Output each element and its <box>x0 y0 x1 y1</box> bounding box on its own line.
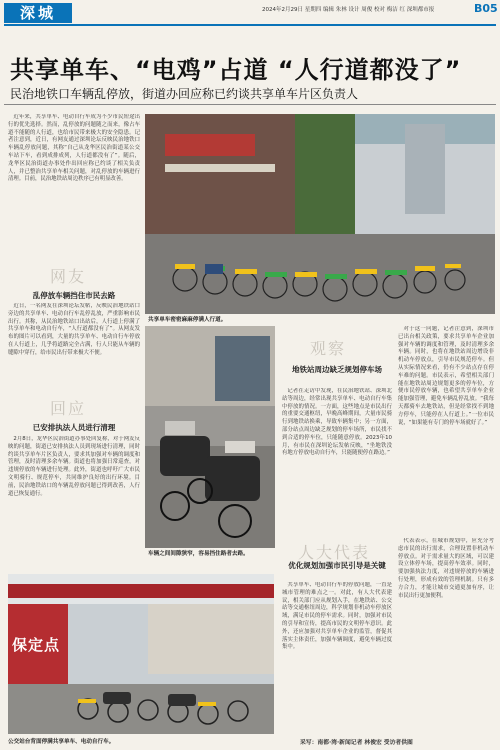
masthead <box>0 0 500 24</box>
photo-scooters <box>145 326 275 548</box>
caption-top-photo: 共享单车密密麻麻停满人行道。 <box>148 317 227 323</box>
sign-text: 保定点 <box>12 636 61 654</box>
observe-col2-text: 对于这一问题，记者注意到，深圳市已出台相关政策，要求共享单车企业加强对车辆的调度和管理，及时清理多余车辆。同时，也将在地铁站周边增设非机动车停放点，引导市民规范停车。但从实际情况来看，仍有不少站点存在停车难的问题。市民表示，希望相关部门能在地铁站周边规划更多的停车位，方便市民停放车辆，也希望共享单车企业能加强管理，避免车辆乱停乱放。“我每天都骑车去地铁站，但是经常找不到地方停车，只能停在人行道上。”一位市民说，“如果能有专门的停车场就好了。” <box>398 326 494 426</box>
observe-tag: 观察 <box>310 339 347 358</box>
subheadline: 民治地铁口车辆乱停放，街道办回应称已约谈共享单车片区负责人 <box>10 87 359 101</box>
headline: 共享单车、“电鸡”占道 “人行道都没了” <box>10 56 462 84</box>
rep-title: 优化规划加强市民引导是关键 <box>288 561 386 570</box>
lead-text: 近年来，共享单车、电动自行车成为不少市民短途出行的优先选择。然而，乱停放的问题随之而来，像占车道不能随的人行道，也给市民带来极大的安全隐患。记者注意到，近日，有网友通过深圳论坛反映民治地铁口车辆乱停放问题，其称“自己从龙华区民治街道某公交车站下车，看到成排成列，人行道都没有了”。随后，龙华区民治街道办事处作出回应称已约谈了相关负责人，并已整治共享单车相关问题，对乱停放的车辆进行清理。目前，民治地铁站周边秩序已有明显改善。 <box>8 114 140 183</box>
reply-body <box>8 436 140 560</box>
netizen-body <box>8 303 140 383</box>
caption-middle-photo: 车辆之间间隙狭窄，容易挡住路者去路。 <box>148 551 249 557</box>
rep-col2 <box>398 538 494 736</box>
lead-paragraph <box>8 114 140 262</box>
masthead-rule <box>4 24 496 26</box>
observe-text: 记者在走访中发现，在民治地铁站、深圳北站等周边，经常出现共享单车、电动自行车集中停放的情况。一方面，这些地点是市民出行的重要交通枢纽，早晚高峰期间，大量市民骑行到地铁站换乘，导致车辆集中；另一方面，部分站点周边缺乏规划的停车场所，市民找不到合适的停车位，只能随意停放。2023年10月，有市民在深圳论坛发帖反映，“坐地铁没有地方停放电动自行车，只能随便停在路边。” <box>282 388 392 457</box>
date-line: 2024年2月29日 星期四 编辑 朱林 设计 周俊 校对 梅洁 红 深圳都市报 <box>262 7 435 13</box>
reply-tag: 回应 <box>50 399 87 418</box>
netizen-text: 近日，一名网友在深圳论坛发帖，反映民治地铁站口旁边的共享单车、电动自行车乱停乱放，严重影响市民出行。其称，从民治地铁站口出站后，人行道上停满了共享单车和电动自行车，“人行道都没有了”。从网友发布的图片可以看到，大量的共享单车、电动自行车停放在人行道上，几乎将道路完全占满，行人只能从车辆的缝隙中穿行，给市民出行带来极大不便。 <box>8 303 140 356</box>
reply-title: 已安排执法人员进行清理 <box>32 423 116 432</box>
netizen-title: 乱停放车辆挡住市民去路 <box>32 291 116 300</box>
photo-bikes-sidewalk <box>145 114 495 314</box>
rep-tag: 人大代表 <box>298 543 371 562</box>
rep-body <box>282 582 392 732</box>
observe-col2 <box>398 326 494 536</box>
photo-bus-stop <box>8 574 274 734</box>
rep-col2-text: 代表表示，在城市规划中，应充分考虑市民的出行需求，合理设置非机动车停放点。对于需求量大的区域，可以建设立体停车场，提高停车效率。同时，要加强执法力度，对违规停放的车辆进行处理，形成有效的管理机制。只有多方合力，才能让城市交通更加有序，让市民出行更加便利。 <box>398 538 494 599</box>
section-tag: 深城 <box>4 3 72 23</box>
netizen-tag: 网友 <box>50 267 87 286</box>
observe-title: 地铁站周边缺乏规划停车场 <box>292 365 382 374</box>
headline-rule <box>4 104 496 105</box>
page-number: B05 <box>474 2 498 15</box>
author-credit: 采写：南都·湾·新闻记者 林俊宏 受访者供图 <box>300 740 413 746</box>
caption-bottom-photo: 公交站台背面停满共享单车、电动自行车。 <box>8 739 115 745</box>
rep-text: 共享单车、电动自行车的停放问题，一直是城市管理的难点之一。对此，有人大代表建议，相关部门应从规划入手，在地铁站、公交站等交通枢纽周边，科学规划非机动车停放区域，满足市民的停车需求。同时，加强对市民的引导和宣传，提高市民的文明停车意识。此外，还应加强对共享单车企业的监管，督促其落实主体责任，加强车辆调度，避免车辆过度集中。 <box>282 582 392 651</box>
reply-text: 2月8日，龙华区民治街道办事处回复称，对于网友反映的问题，街道已安排执法人员到现场进行清理，同时约谈共享单车片区负责人，要求其加强对车辆的调度和管理，及时清理多余车辆。街道也将加强日常巡查，对违规停放的车辆进行处理。此外，街道也呼吁广大市民文明骑行、规范停车，共同维护良好的出行环境。目前，民治地铁站口的车辆乱停放问题已得到改善，人行道已恢复通行。 <box>8 436 140 497</box>
observe-body <box>282 388 392 548</box>
